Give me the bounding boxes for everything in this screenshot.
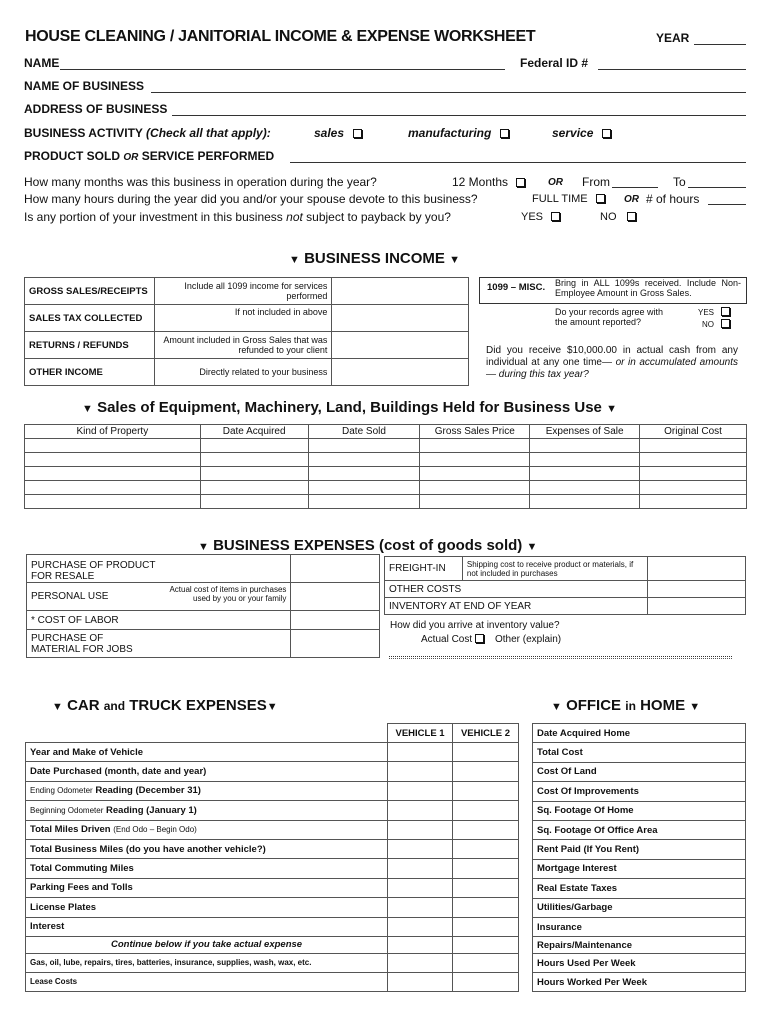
activity-sales[interactable]: sales (314, 126, 362, 140)
vehicle2-field[interactable] (453, 762, 519, 781)
triangle-down-icon: ▼ (526, 541, 538, 553)
equipment-col-price: Gross Sales Price (420, 425, 530, 439)
other-explain-option[interactable]: Other (explain) (495, 634, 562, 645)
cogs-label: PERSONAL USE Actual cost of items in purchases used by you or your family (27, 583, 291, 611)
vehicle2-field[interactable] (453, 972, 519, 991)
office-row[interactable]: Insurance (533, 917, 746, 936)
explain-field[interactable] (389, 655, 732, 657)
vehicle1-field[interactable] (388, 898, 453, 917)
vehicle2-field[interactable] (453, 859, 519, 878)
car-row-label: Beginning Odometer Reading (January 1) (26, 801, 388, 820)
income-amount-field[interactable] (332, 332, 469, 359)
vehicle2-header: VEHICLE 2 (453, 724, 519, 743)
office-row[interactable]: Total Cost (533, 743, 746, 762)
equipment-col-cost: Original Cost (640, 425, 747, 439)
full-time-option[interactable]: FULL TIME (532, 193, 605, 205)
freight-label: FREIGHT-IN (385, 557, 463, 581)
service-checkbox[interactable] (602, 129, 611, 138)
actual-cost-option[interactable]: Actual Cost (421, 634, 484, 645)
car-row-label: Year and Make of Vehicle (26, 743, 388, 762)
vehicle1-field[interactable] (388, 972, 453, 991)
vehicle2-field[interactable] (453, 917, 519, 936)
income-note: Directly related to your business (154, 359, 332, 386)
income-table (24, 277, 469, 386)
activity-service[interactable]: service (552, 126, 611, 140)
records-yes-checkbox[interactable] (721, 307, 730, 316)
num-hours-label: # of hours (646, 192, 700, 206)
car-row-label: License Plates (26, 898, 388, 917)
income-note: Include all 1099 income for services performed (154, 278, 332, 305)
vehicle1-field[interactable] (388, 820, 453, 839)
car-row-label: Total Commuting Miles (26, 859, 388, 878)
freight-note: Shipping cost to receive product or materials, if not included in purchases (462, 557, 647, 581)
payback-question: Is any portion of your investment in this business not subject to payback by you? (24, 210, 451, 224)
business-name-label: NAME OF BUSINESS (24, 79, 145, 93)
address-label: ADDRESS OF BUSINESS (24, 102, 168, 116)
records-no[interactable]: NO (702, 319, 730, 329)
sales-checkbox[interactable] (353, 129, 362, 138)
income-note: Amount included in Gross Sales that was refunded to your client (154, 332, 332, 359)
vehicle2-field[interactable] (453, 839, 519, 858)
triangle-down-icon: ▼ (689, 701, 701, 713)
name-field[interactable] (60, 69, 505, 70)
vehicle2-field[interactable] (453, 801, 519, 820)
triangle-down-icon: ▼ (266, 701, 278, 713)
other-costs-label: OTHER COSTS (385, 581, 648, 598)
office-row[interactable]: Rent Paid (If You Rent) (533, 840, 746, 859)
gas-row-label: Gas, oil, lube, repairs, tires, batteries, insurance, supplies, wash, wax, etc. (26, 953, 388, 972)
income-section-title: ▼ BUSINESS INCOME ▼ (289, 250, 460, 267)
federal-id-label: Federal ID # (520, 56, 589, 70)
cogs-label: PURCHASE OF MATERIAL FOR JOBS (27, 630, 291, 658)
cogs-label: * COST OF LABOR (27, 611, 291, 630)
income-note: If not included in above (154, 305, 332, 332)
equipment-table (24, 424, 747, 509)
table-row[interactable] (25, 453, 747, 467)
car-expenses-table (25, 723, 519, 992)
office-row[interactable]: Cost Of Improvements (533, 782, 746, 801)
office-row[interactable]: Date Acquired Home (533, 724, 746, 743)
office-row[interactable]: Cost Of Land (533, 762, 746, 781)
cogs-right-table (384, 556, 746, 615)
office-row[interactable]: Sq. Footage Of Home (533, 801, 746, 820)
office-row[interactable]: Hours Used Per Week (533, 954, 746, 973)
vehicle2-field[interactable] (453, 953, 519, 972)
triangle-down-icon: ▼ (449, 254, 460, 266)
car-row-label: Interest (26, 917, 388, 936)
manufacturing-checkbox[interactable] (500, 129, 509, 138)
equipment-col-sold: Date Sold (308, 425, 420, 439)
equipment-col-kind: Kind of Property (25, 425, 201, 439)
cash-question: Did you receive $10,000.00 in actual cash from any individual at any one time— or in accumulated amounts — during this tax year? (486, 345, 738, 380)
vehicle2-field[interactable] (453, 878, 519, 897)
triangle-down-icon: ▼ (551, 701, 562, 713)
vehicle1-field[interactable] (388, 859, 453, 878)
vehicle1-field[interactable] (388, 953, 453, 972)
product-field[interactable] (290, 162, 746, 163)
misc-1099-note: Bring in ALL 1099s received. Include Non-Employee Amount in Gross Sales. (555, 278, 741, 298)
months-or: OR (548, 177, 563, 188)
vehicle2-field[interactable] (453, 936, 519, 953)
twelve-months-checkbox[interactable] (516, 178, 525, 187)
inventory-end-label: INVENTORY AT END OF YEAR (385, 598, 648, 615)
records-question: Do your records agree with the amount reported? (555, 307, 664, 327)
income-amount-field[interactable] (332, 305, 469, 332)
table-row[interactable] (25, 481, 747, 495)
table-row[interactable] (25, 439, 747, 453)
year-label: YEAR (656, 31, 690, 45)
other-costs-field[interactable] (648, 581, 746, 598)
cogs-amount-field[interactable] (291, 630, 380, 658)
car-row-label: Total Miles Driven (End Odo – Begin Odo) (26, 820, 388, 839)
office-row[interactable]: Hours Worked Per Week (533, 973, 746, 992)
records-yes[interactable]: YES (698, 307, 730, 317)
hours-question: How many hours during the year did you and/or your spouse devote to this business? (24, 192, 478, 206)
income-label: SALES TAX COLLECTED (25, 305, 155, 332)
car-row-label: Parking Fees and Tolls (26, 878, 388, 897)
records-no-checkbox[interactable] (721, 319, 730, 328)
triangle-down-icon: ▼ (82, 403, 93, 415)
twelve-months-option[interactable]: 12 Months (452, 175, 525, 189)
year-field[interactable] (694, 44, 746, 45)
inventory-question: How did you arrive at inventory value? (390, 620, 560, 631)
explain-field-underline (389, 658, 732, 659)
car-row-label: Date Purchased (month, date and year) (26, 762, 388, 781)
vehicle2-field[interactable] (453, 781, 519, 800)
triangle-down-icon: ▼ (289, 254, 300, 266)
car-section-title: ▼ CAR and TRUCK EXPENSES▼ (52, 697, 278, 714)
vehicle2-field[interactable] (453, 743, 519, 762)
equipment-col-expenses: Expenses of Sale (530, 425, 640, 439)
office-table (532, 723, 746, 992)
misc-1099-label: 1099 – MISC. (487, 282, 546, 293)
address-field[interactable] (172, 115, 746, 116)
lease-row-label: Lease Costs (26, 972, 388, 991)
cogs-left-table (26, 554, 380, 658)
table-row[interactable] (25, 495, 747, 509)
actual-cost-checkbox[interactable] (475, 634, 484, 643)
car-row-label: Total Business Miles (do you have another vehicle?) (26, 839, 388, 858)
vehicle1-field[interactable] (388, 801, 453, 820)
office-row[interactable]: Mortgage Interest (533, 859, 746, 878)
vehicle1-header: VEHICLE 1 (388, 724, 453, 743)
triangle-down-icon: ▼ (198, 541, 209, 553)
months-question: How many months was this business in operation during the year? (24, 175, 377, 189)
payback-yes-checkbox[interactable] (551, 212, 560, 221)
income-amount-field[interactable] (332, 359, 469, 386)
car-row-label: Ending Odometer Reading (December 31) (26, 781, 388, 800)
product-label: PRODUCT SOLD OR SERVICE PERFORMED (24, 149, 275, 163)
office-row[interactable]: Repairs/Maintenance (533, 937, 746, 954)
cogs-label: PURCHASE OF PRODUCT FOR RESALE (27, 555, 291, 583)
cogs-note: Actual cost of items in purchases used by you or your family (169, 585, 287, 603)
page-title: HOUSE CLEANING / JANITORIAL INCOME & EXPENSE WORKSHEET (25, 28, 536, 45)
from-field[interactable] (612, 187, 658, 188)
vehicle1-field[interactable] (388, 936, 453, 953)
to-label: To (673, 175, 686, 189)
triangle-down-icon: ▼ (52, 701, 63, 713)
vehicle1-field[interactable] (388, 839, 453, 858)
num-hours-field[interactable] (708, 204, 746, 205)
vehicle1-field[interactable] (388, 878, 453, 897)
full-time-checkbox[interactable] (596, 194, 605, 203)
inventory-end-field[interactable] (648, 598, 746, 615)
vehicle2-field[interactable] (453, 820, 519, 839)
income-label: OTHER INCOME (25, 359, 155, 386)
to-field[interactable] (688, 187, 746, 188)
equipment-section-title: ▼ Sales of Equipment, Machinery, Land, Buildings Held for Business Use ▼ (82, 399, 617, 416)
continue-note: Continue below if you take actual expense (26, 936, 388, 953)
cogs-section-title: ▼ BUSINESS EXPENSES (cost of goods sold) ▼ (198, 537, 538, 554)
income-label: RETURNS / REFUNDS (25, 332, 155, 359)
hours-or: OR (624, 194, 639, 205)
office-row[interactable]: Utilities/Garbage (533, 898, 746, 917)
office-row[interactable]: Sq. Footage Of Office Area (533, 820, 746, 839)
activity-manufacturing[interactable]: manufacturing (408, 126, 509, 140)
payback-no-checkbox[interactable] (627, 212, 636, 221)
payback-no[interactable]: NO (600, 211, 636, 223)
payback-yes[interactable]: YES (521, 211, 560, 223)
vehicle1-field[interactable] (388, 762, 453, 781)
triangle-down-icon: ▼ (606, 403, 617, 415)
income-label: GROSS SALES/RECEIPTS (25, 278, 155, 305)
freight-amount-field[interactable] (648, 557, 746, 581)
vehicle1-field[interactable] (388, 781, 453, 800)
vehicle1-field[interactable] (388, 743, 453, 762)
cogs-amount-field[interactable] (291, 555, 380, 583)
business-name-field[interactable] (151, 92, 746, 93)
income-amount-field[interactable] (332, 278, 469, 305)
cogs-amount-field[interactable] (291, 611, 380, 630)
equipment-col-acquired: Date Acquired (200, 425, 308, 439)
from-label: From (582, 175, 610, 189)
office-section-title: ▼ OFFICE in HOME ▼ (551, 697, 701, 714)
federal-id-field[interactable] (598, 69, 746, 70)
office-row[interactable]: Real Estate Taxes (533, 879, 746, 898)
vehicle1-field[interactable] (388, 917, 453, 936)
activity-label: BUSINESS ACTIVITY (Check all that apply): (24, 126, 271, 140)
cogs-amount-field[interactable] (291, 583, 380, 611)
name-label: NAME (24, 56, 60, 70)
vehicle2-field[interactable] (453, 898, 519, 917)
table-row[interactable] (25, 467, 747, 481)
